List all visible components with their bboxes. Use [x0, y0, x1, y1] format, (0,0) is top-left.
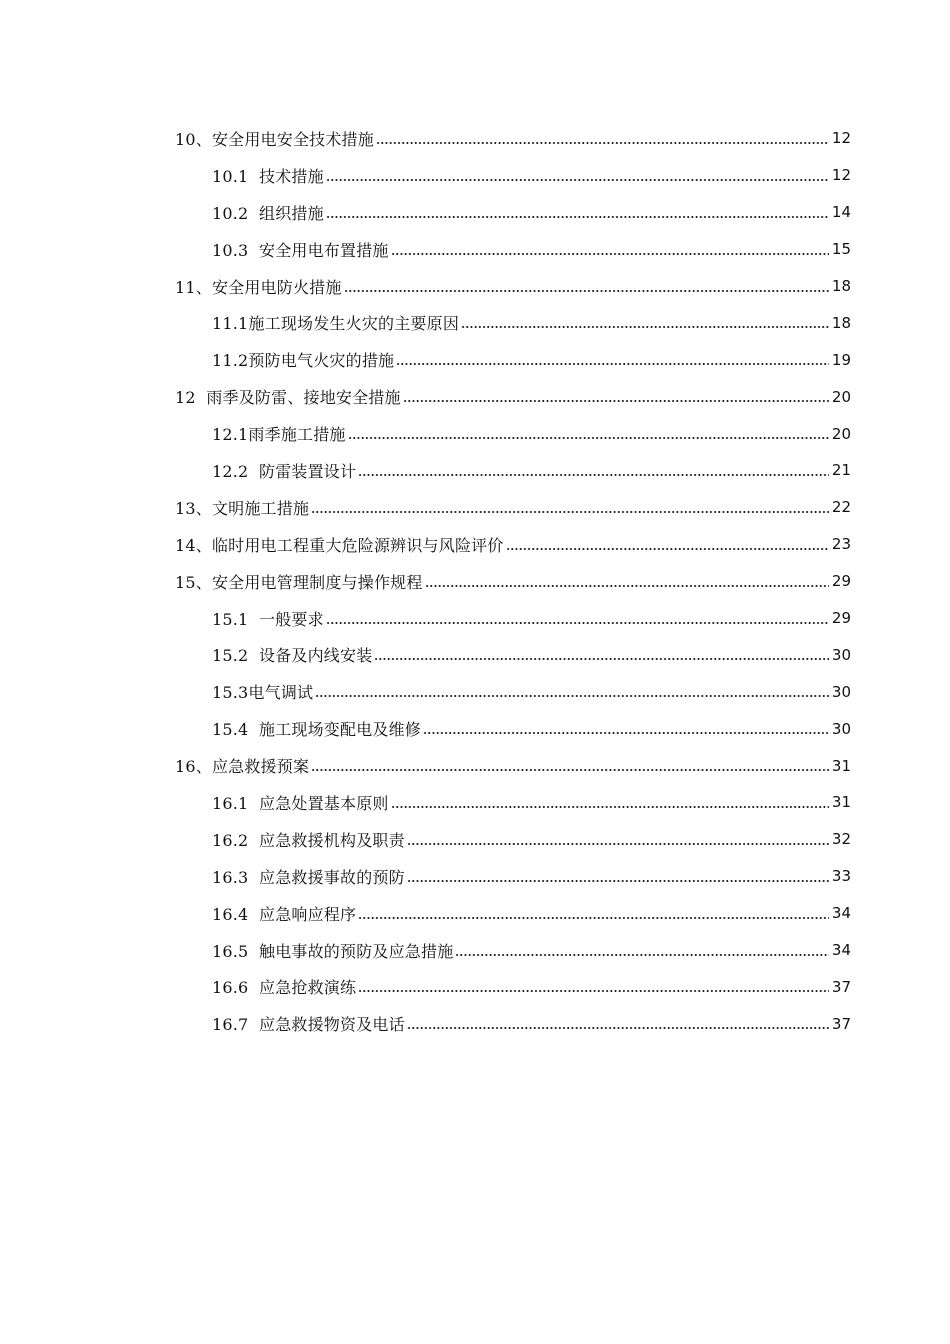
- toc-entry-page-number: 37: [831, 1014, 851, 1033]
- dot-leader: [506, 548, 829, 550]
- dot-leader: [311, 511, 829, 513]
- dot-leader: [403, 400, 829, 402]
- toc-entry-line: [175, 563, 851, 600]
- toc-entry-title: 13、文明施工措施: [175, 498, 310, 518]
- toc-entry-title: 16.2 应急救援机构及职责: [212, 830, 405, 850]
- toc-entry-page-number: 37: [831, 977, 851, 996]
- toc-entry-page-number: 30: [831, 645, 851, 664]
- toc-entry-page-number: 15: [831, 240, 851, 259]
- dot-leader: [461, 326, 829, 328]
- dot-leader: [455, 954, 829, 956]
- toc-entry-title: 12 雨季及防雷、接地安全措施: [175, 388, 401, 408]
- toc-entry[interactable]: [0, 157, 950, 194]
- toc-entry-title: 15.1 一般要求: [212, 609, 324, 629]
- toc-entry[interactable]: [0, 341, 950, 378]
- toc-entry-line: [175, 526, 851, 563]
- toc-entry-page-number: 23: [831, 535, 851, 554]
- toc-entry-line: [212, 636, 851, 673]
- toc-entry-line: [212, 600, 851, 637]
- toc-entry[interactable]: [0, 747, 950, 784]
- toc-entry-page-number: 34: [831, 941, 851, 960]
- toc-entry-line: [212, 710, 851, 747]
- toc-entry[interactable]: [0, 968, 950, 1005]
- dot-leader: [407, 880, 829, 882]
- toc-entry-page-number: 14: [831, 203, 851, 222]
- toc-entry-title: 15、安全用电管理制度与操作规程: [175, 572, 423, 592]
- toc-entry-line: [212, 341, 851, 378]
- toc-entry-page-number: 20: [831, 424, 851, 443]
- dot-leader: [425, 585, 829, 587]
- dot-leader: [374, 658, 829, 660]
- toc-entry-line: [212, 784, 851, 821]
- dot-leader: [348, 437, 829, 439]
- dot-leader: [358, 917, 829, 919]
- toc-entry[interactable]: [0, 600, 950, 637]
- toc-entry-page-number: 19: [831, 350, 851, 369]
- dot-leader: [315, 695, 829, 697]
- toc-entry[interactable]: [0, 415, 950, 452]
- toc-entry[interactable]: [0, 858, 950, 895]
- toc-entry-page-number: 18: [831, 313, 851, 332]
- toc-entry-title: 16.7 应急救援物资及电话: [212, 1015, 405, 1035]
- toc-entry-title: 11.1施工现场发生火灾的主要原因: [212, 314, 460, 334]
- toc-entry-title: 11、安全用电防火措施: [175, 277, 342, 297]
- dot-leader: [407, 843, 829, 845]
- toc-entry-page-number: 33: [831, 867, 851, 886]
- toc-entry-line: [212, 157, 851, 194]
- toc-entry-line: [212, 452, 851, 489]
- toc-entry-page-number: 30: [831, 682, 851, 701]
- toc-entry[interactable]: [0, 673, 950, 710]
- dot-leader: [311, 769, 829, 771]
- dot-leader: [396, 363, 829, 365]
- toc-entry-page-number: 12: [831, 129, 851, 148]
- toc-entry-title: 14、临时用电工程重大危险源辨识与风险评价: [175, 535, 504, 555]
- toc-entry-title: 10、安全用电安全技术措施: [175, 129, 374, 149]
- toc-entry[interactable]: [0, 784, 950, 821]
- toc-entry-title: 10.1 技术措施: [212, 166, 324, 186]
- toc-entry-page-number: 31: [831, 793, 851, 812]
- toc-entry[interactable]: [0, 304, 950, 341]
- toc-entry-line: [175, 268, 851, 305]
- toc-entry[interactable]: [0, 932, 950, 969]
- toc-entry[interactable]: [0, 231, 950, 268]
- toc-entry-line: [212, 415, 851, 452]
- toc-entry-title: 16.4 应急响应程序: [212, 904, 357, 924]
- toc-entry-title: 16.6 应急抢救演练: [212, 978, 357, 998]
- toc-entry-page-number: 34: [831, 904, 851, 923]
- toc-entry-line: [212, 932, 851, 969]
- toc-entry-page-number: 29: [831, 572, 851, 591]
- toc-entry-line: [175, 747, 851, 784]
- toc-entry-line: [212, 673, 851, 710]
- dot-leader: [326, 179, 829, 181]
- toc-entry-line: [212, 858, 851, 895]
- toc-entry[interactable]: [0, 268, 950, 305]
- toc-entry-page-number: 29: [831, 609, 851, 628]
- toc-entry[interactable]: [0, 563, 950, 600]
- toc-entry[interactable]: [0, 636, 950, 673]
- toc-entry-title: 12.2 防雷装置设计: [212, 461, 357, 481]
- toc-entry-line: [212, 895, 851, 932]
- toc-entry[interactable]: [0, 120, 950, 157]
- toc-entry[interactable]: [0, 821, 950, 858]
- toc-entry-line: [212, 1005, 851, 1042]
- toc-entry-title: 10.2 组织措施: [212, 203, 324, 223]
- toc-entry-page-number: 18: [831, 277, 851, 295]
- dot-leader: [376, 142, 829, 144]
- toc-entry-title: 16.1 应急处置基本原则: [212, 793, 389, 813]
- toc-entry-line: [175, 489, 851, 526]
- toc-entry-line: [212, 821, 851, 858]
- dot-leader: [391, 253, 829, 255]
- dot-leader: [358, 990, 829, 992]
- toc-entry-title: 12.1雨季施工措施: [212, 425, 346, 445]
- toc-entry-page-number: 31: [831, 756, 851, 775]
- toc-entry-line: [212, 231, 851, 268]
- toc-entry-page-number: 32: [831, 830, 851, 849]
- dot-leader: [326, 216, 829, 218]
- toc-entry-line: [175, 378, 851, 415]
- toc-entry-title: 11.2预防电气火灾的措施: [212, 351, 395, 371]
- toc-entry-title: 16.5 触电事故的预防及应急措施: [212, 941, 454, 961]
- toc-entry-title: 16、应急救援预案: [175, 757, 310, 777]
- toc-entry-line: [212, 304, 851, 341]
- toc-entry-title: 16.3 应急救援事故的预防: [212, 867, 405, 887]
- dot-leader: [358, 474, 829, 476]
- dot-leader: [326, 622, 829, 624]
- dot-leader: [423, 732, 829, 734]
- toc-entry-title: 15.4 施工现场变配电及维修: [212, 720, 421, 740]
- toc-entry[interactable]: [0, 710, 950, 747]
- dot-leader: [391, 806, 829, 808]
- dot-leader: [407, 1027, 829, 1029]
- toc-entry-line: [212, 968, 851, 1005]
- toc-entry[interactable]: [0, 194, 950, 231]
- table-of-contents: [0, 120, 950, 1042]
- toc-entry-page-number: 21: [831, 461, 851, 480]
- toc-entry-page-number: 22: [831, 498, 851, 517]
- toc-entry-line: [175, 120, 851, 157]
- dot-leader: [344, 290, 829, 292]
- toc-entry-page-number: 30: [831, 719, 851, 738]
- toc-entry[interactable]: [0, 489, 950, 526]
- toc-entry-page-number: 20: [831, 387, 851, 406]
- toc-entry-title: 15.3电气调试: [212, 683, 314, 703]
- toc-entry-title: 10.3 安全用电布置措施: [212, 240, 389, 260]
- toc-entry-line: [212, 194, 851, 231]
- toc-entry[interactable]: [0, 895, 950, 932]
- toc-entry[interactable]: [0, 452, 950, 489]
- toc-entry[interactable]: [0, 526, 950, 563]
- toc-entry[interactable]: [0, 378, 950, 415]
- toc-entry[interactable]: [0, 1005, 950, 1042]
- toc-entry-page-number: 12: [831, 166, 851, 185]
- toc-entry-title: 15.2 设备及内线安装: [212, 646, 373, 666]
